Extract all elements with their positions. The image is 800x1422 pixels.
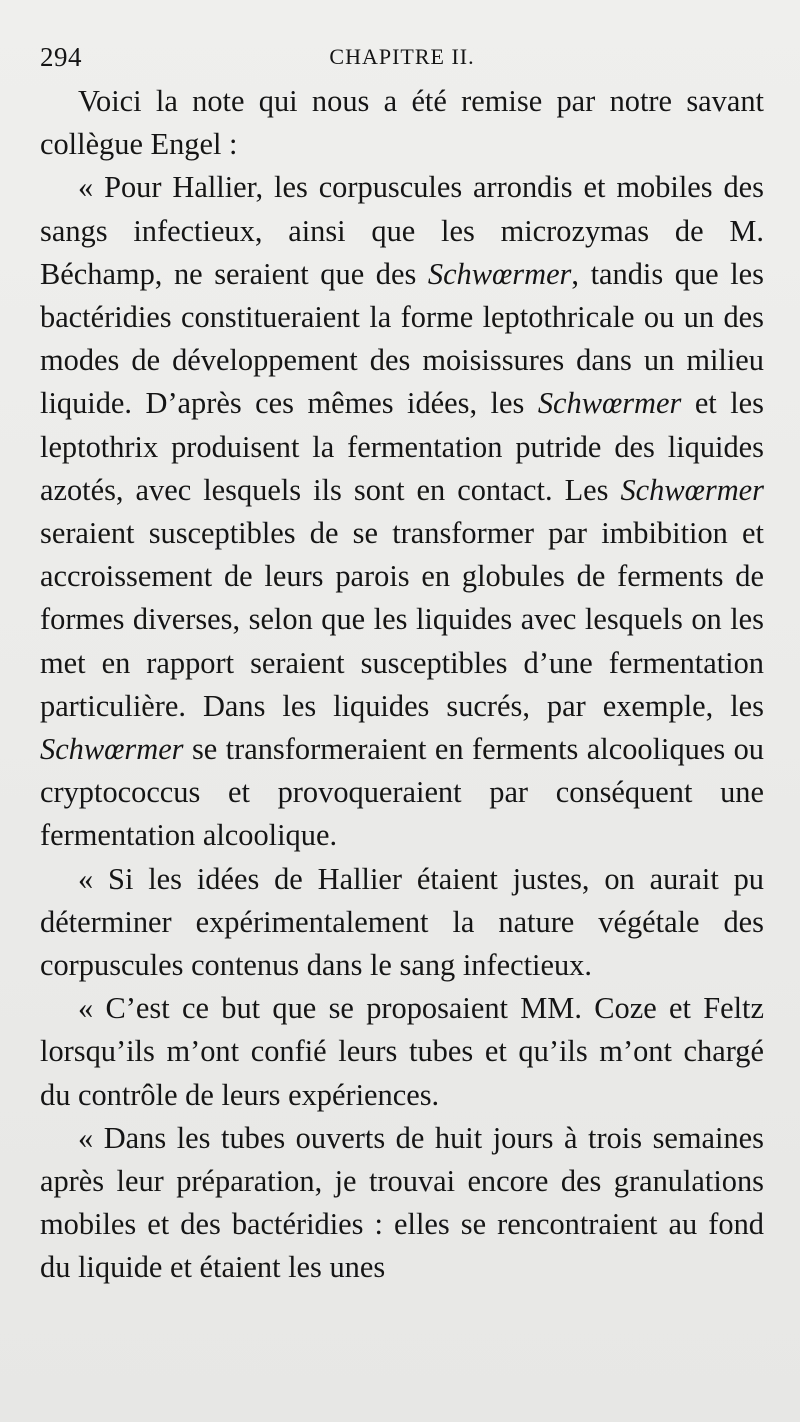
paragraph-tube-observations xyxy=(40,1117,764,1290)
paragraph-experimental-test xyxy=(40,858,764,988)
paragraph-segment: « Dans les tubes ouverts de huit jours à trois semaines après leur préparation, je trouvai encore des granulations mobiles et des bactéridies : elles se rencontraient au fond du liquide et étaient les unes xyxy=(40,1120,764,1285)
paragraph-segment: « C’est ce but que se proposaient MM. Coze et Feltz lorsqu’ils m’ont confié leurs tubes et qu’ils m’ont chargé du contrôle de leurs expériences. xyxy=(40,991,764,1112)
paragraph-segment: « Si les idées de Hallier étaient justes, on aurait pu déterminer expérimentalement la nature végétale des corpuscules contenus dans le sang infectieux. xyxy=(40,861,764,983)
body-text xyxy=(40,80,764,1290)
paragraph-coze-feltz xyxy=(40,987,764,1117)
paragraph-segment: se transformeraient en ferments alcooliques ou cryptococcus et provoqueraient par conséquent une fermentation alcoolique. xyxy=(40,732,764,853)
running-head xyxy=(40,30,764,80)
paragraph-intro xyxy=(40,80,764,166)
paragraph-hallier-theory xyxy=(40,166,764,857)
paragraph-segment: « Pour Hallier, les corpuscules arrondis et mobiles des sangs infectieux, ainsi que les microzymas de M. Béchamp, ne seraient que des xyxy=(40,170,764,291)
paragraph-segment: , tandis que les bactéridies constitueraient la forme leptothricale ou un des modes de développement des moisissures dans un milieu liquide. D’après ces mêmes idées, les xyxy=(40,256,764,421)
italic-term: Schwœrmer xyxy=(427,256,572,291)
italic-term: Schwœrmer xyxy=(537,386,682,421)
paragraph-segment: et les leptothrix produisent la fermentation putride des liquides azotés, avec lesquels ils sont en contact. Les xyxy=(40,386,764,507)
italic-term: Schwœrmer xyxy=(40,732,184,767)
paragraph-segment: Voici la note qui nous a été remise par notre savant collègue Engel : xyxy=(40,84,764,162)
chapter-title: CHAPITRE II. xyxy=(329,44,475,69)
italic-term: Schwœrmer xyxy=(620,472,764,507)
paragraph-segment: seraient susceptibles de se transformer par imbibition et accroissement de leurs parois en globules de ferments de formes diverses, selon que les liquides avec lesquels on les met en rapport seraient susceptibles d’une fermentation particulière. Dans les liquides sucrés, par exemple, les xyxy=(40,516,764,723)
page-number: 294 xyxy=(40,42,82,72)
